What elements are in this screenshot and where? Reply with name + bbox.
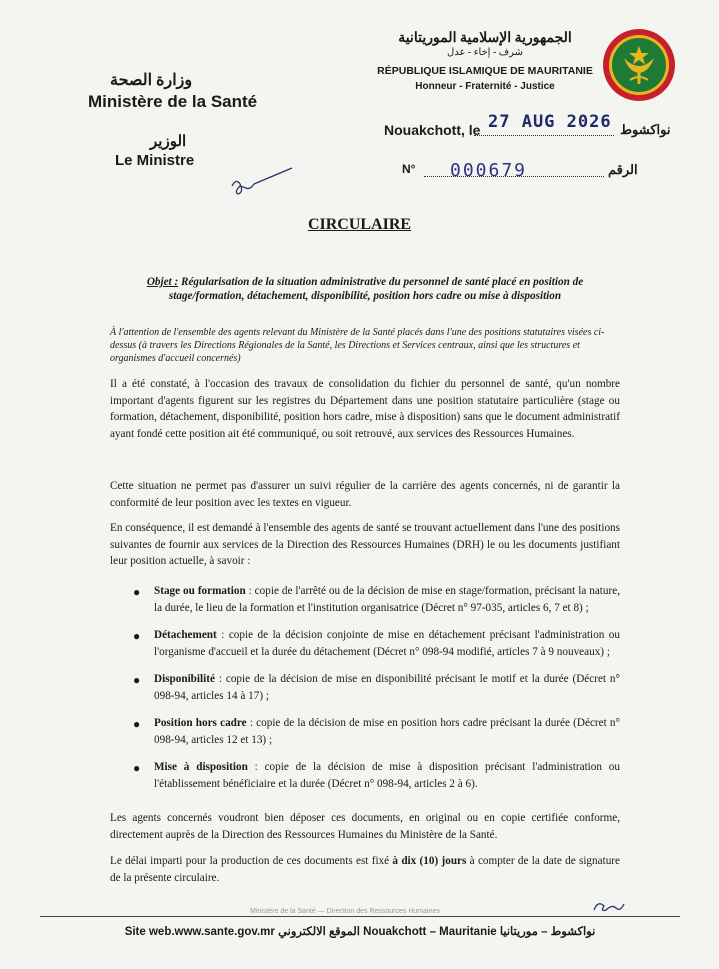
- list-item-term: Détachement: [154, 629, 217, 641]
- minister-title-arabic: الوزير: [150, 134, 187, 150]
- national-emblem-icon: [602, 28, 676, 102]
- reference-number-label: N°: [402, 162, 416, 176]
- list-item-term: Position hors cadre: [154, 717, 247, 729]
- subject-text: Régularisation de la situation administrative du personnel de santé placé en position de stage/formation, détachement, disponibilité, position hors cadre ou mise à disposition: [168, 276, 584, 302]
- minister-title: Le Ministre: [115, 152, 195, 169]
- list-item: [110, 759, 620, 792]
- motto-arabic: شرف - إخاء - عدل: [446, 47, 524, 58]
- republic-name: RÉPUBLIQUE ISLAMIQUE DE MAURITANIE: [377, 65, 593, 77]
- footer-contact: Site web.www.sante.gov.mr الموقع الالكتروني Nouakchott – Mauritanie نواكشوط – موريتانيا: [124, 926, 596, 938]
- bullet-icon: ●: [133, 761, 141, 775]
- list-item-text: : copie de la décision de mise en disponibilité précisant le motif et la durée (Décret n° 098-94, articles 14 à 17) ;: [154, 673, 620, 702]
- deadline-value: à dix (10) jours: [392, 855, 467, 867]
- bullet-icon: ●: [133, 629, 141, 643]
- footer-watermark-text: Ministère de la Santé — Direction des Ressources Humaines: [250, 908, 440, 915]
- list-item: [110, 671, 620, 704]
- paragraph-context: Il a été constaté, à l'occasion des travaux de consolidation du fichier du personnel de santé, qu'un nombre important d'agents figurent sur les registres du Département dans une position statutaire particulière (stage ou formation, détachement, disponibilité, position hors cadre, mise à disposition) sans que le document administratif ayant fondé cette position ait été communiqué, ou soit retrouvé, aux services des Ressources Humaines.: [110, 378, 620, 440]
- date-label-arabic: نواكشوط: [620, 122, 671, 137]
- list-item-term: Mise à disposition: [154, 761, 248, 773]
- footer-divider: [40, 916, 680, 917]
- subject-label: Objet :: [146, 276, 179, 288]
- paragraph-request: En conséquence, il est demandé à l'ensemble des agents de santé se trouvant actuellement dans l'une des positions suivantes de fournir aux services de la Direction des Ressources Humaines (DRH) le ou les documents justifiant leur position actuelle, à savoir :: [110, 522, 620, 567]
- date-dotted-line: [474, 135, 614, 136]
- required-documents-list: [110, 583, 620, 803]
- list-item-text: : copie de la décision de mise à disposition précisant l'administration ou l'établissement bénéficiaire et la durée (Décret n° 098-94, articles 2 à 6).: [154, 761, 620, 790]
- initials-mark: [592, 898, 626, 916]
- deadline-text-start: Le délai imparti pour la production de ces documents est fixé: [110, 855, 393, 867]
- ministry-name-arabic: وزارة الصحة: [110, 72, 193, 89]
- list-item-text: : copie de la décision de mise en position hors cadre précisant la durée (Décret n° 098-94, articles 12 et 13) ;: [154, 717, 621, 746]
- ministry-name: Ministère de la Santé: [88, 92, 258, 111]
- list-item-term: Disponibilité: [154, 673, 215, 685]
- reference-number-stamp: 000679: [450, 160, 528, 181]
- bullet-icon: ●: [133, 673, 141, 687]
- list-item: [110, 583, 620, 616]
- paragraph-issue: Cette situation ne permet pas d'assurer un suivi régulier de la carrière des agents concernés, ni de garantir la conformité de leur position avec les textes en vigueur.: [110, 480, 620, 509]
- national-motto: Honneur - Fraternité - Justice: [415, 81, 555, 92]
- list-item-text: : copie de la décision conjointe de mise en détachement précisant l'administration ou l'organisme d'accueil et la durée du détachement (Décret n° 098-94 modifié, articles 7 à 9 nouveaux) ;: [154, 629, 620, 658]
- reference-number-label-arabic: الرقم: [608, 162, 638, 177]
- list-item: [110, 715, 620, 748]
- paragraph-deadline: [110, 853, 620, 886]
- deadline-text-end: à compter de la date de signature de la présente circulaire.: [110, 855, 620, 884]
- attention-note: À l'attention de l'ensemble des agents relevant du Ministère de la Santé placés dans l'une des positions statutaires visées ci-dessus (à travers les Directions Régionales de la Santé, les Directions et Services centraux, ainsi que les structures et organismes d'accueil concernés): [110, 327, 605, 364]
- republic-name-arabic: الجمهورية الإسلامية الموريتانية: [398, 31, 572, 46]
- document-title: CIRCULAIRE: [307, 216, 412, 233]
- date-label: Nouakchott, le: [384, 122, 481, 138]
- list-item-text: : copie de l'arrêté ou de la décision de mise en stage/formation, précisant la nature, la durée, le lieu de la formation et l'institution organisatrice (Décret n° 97-035, articles 6, 7 et 8) ;: [154, 585, 620, 614]
- paragraph-submission: Les agents concernés voudront bien déposer ces documents, en original ou en copie certifiée conforme, directement auprès de la Direction des Ressources Humaines du Ministère de la Santé.: [110, 812, 620, 841]
- signature-mark: [228, 166, 294, 206]
- bullet-icon: ●: [133, 585, 141, 599]
- bullet-icon: ●: [133, 717, 141, 731]
- subject-line: [110, 275, 620, 303]
- date-stamp: 27 AUG 2026: [488, 112, 612, 132]
- list-item: [110, 627, 620, 660]
- list-item-term: Stage ou formation: [154, 585, 246, 597]
